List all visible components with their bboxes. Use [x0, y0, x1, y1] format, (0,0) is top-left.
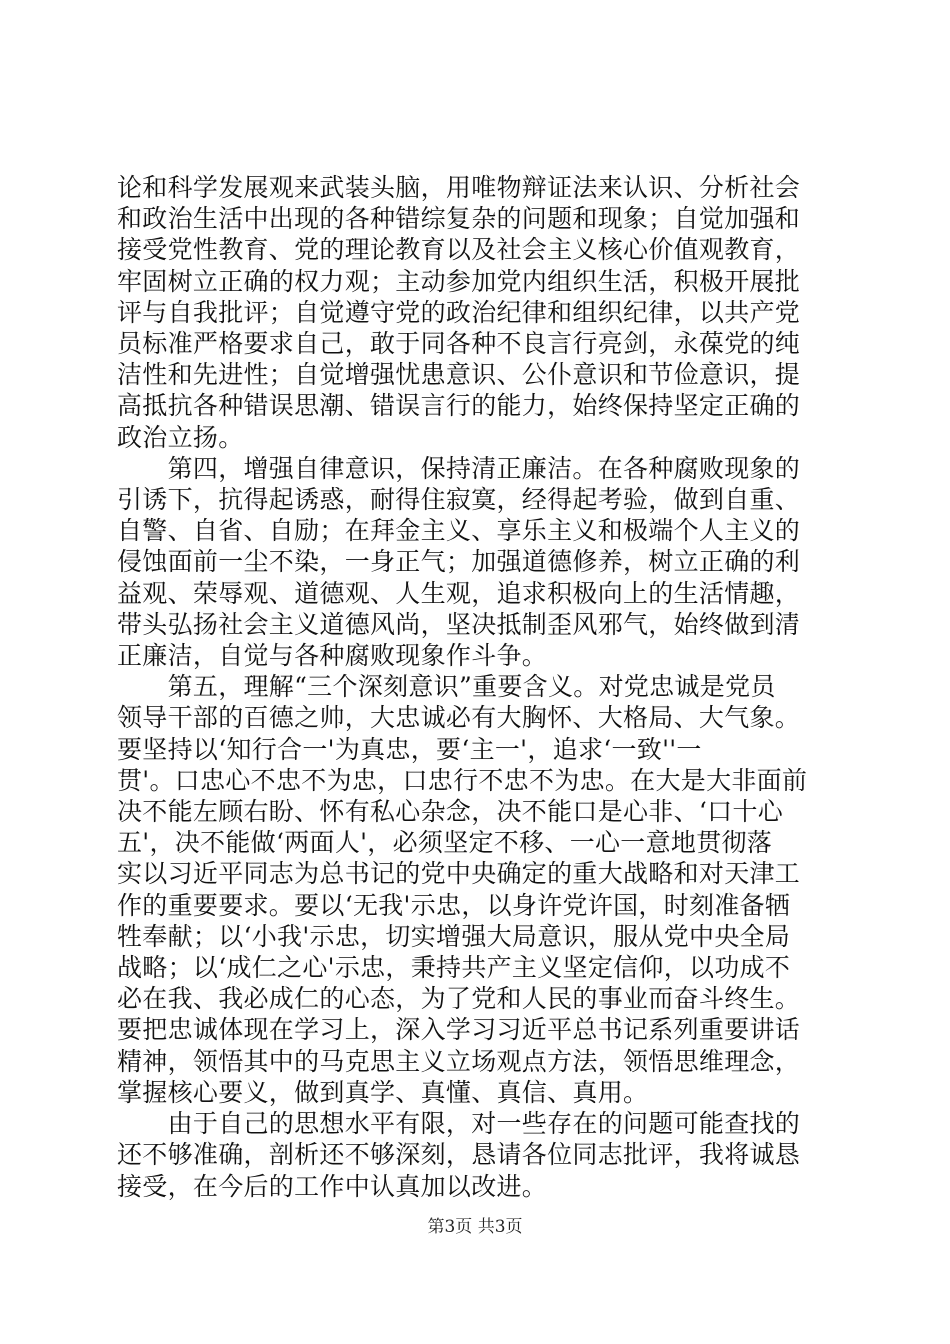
text-line: 牢固树立正确的权力观；主动参加党内组织生活，积极开展批	[117, 266, 801, 296]
text-line: 战略；以‘成仁之心'示忠，秉持共产主义坚定信仰，以功成不	[117, 953, 791, 983]
text-line: 作的重要要求。要以‘无我'示忠，以身许党许国，时刻准备牺	[117, 890, 791, 920]
text-line: 政治立扬。	[117, 422, 244, 452]
paragraph-closing	[117, 1108, 837, 1202]
text-line: 接受党性教育、党的理论教育以及社会主义核心价值观教育，	[117, 235, 801, 265]
text-line: 还不够准确，剖析还不够深刻，恳请各位同志批评，我将诚恳	[117, 1140, 801, 1170]
text-line: 和政治生活中出现的各种错综复杂的问题和现象；自觉加强和	[117, 204, 801, 234]
text-line: 贯'。口忠心不忠不为忠，口忠行不忠不为忠。在大是大非面前	[117, 765, 808, 795]
text-line: 自警、自省、自励；在拜金主义、享乐主义和极端个人主义的	[117, 516, 801, 546]
text-line: 评与自我批评；自觉遵守党的政治纪律和组织纪律，以共产党	[117, 297, 801, 327]
document-body	[117, 172, 837, 1202]
text-line: 第四，增强自律意识，保持清正廉洁。在各种腐败现象的	[117, 453, 801, 483]
text-line: 决不能左顾右盼、怀有私心杂念，决不能口是心非、‘口十心	[117, 797, 784, 827]
page-number-footer: 第3页 共3页	[427, 1217, 523, 1237]
text-line: 引诱下，抗得起诱惑，耐得住寂寞，经得起考验，做到自重、	[117, 485, 801, 515]
text-line: 接受，在今后的工作中认真加以改进。	[117, 1171, 548, 1201]
text-line: 要坚持以‘知行合一'为真忠，要‘主一'，追求‘一致''一	[117, 734, 702, 764]
text-line: 要把忠诚体现在学习上，深入学习习近平总书记系列重要讲话	[117, 1015, 801, 1045]
text-line: 带头弘扬社会主义道德风尚，坚决抵制歪风邪气，始终做到清	[117, 609, 801, 639]
text-line: 第五，理解“三个深刻意识”重要含义。对党忠诚是党员	[117, 672, 776, 702]
paragraph-fifth	[117, 671, 837, 1108]
text-line: 五'，决不能做‘两面人'，必须坚定不移、一心一意地贯彻落	[117, 828, 773, 858]
text-line: 由于自己的思想水平有限，对一些存在的问题可能查找的	[117, 1109, 801, 1139]
text-line: 掌握核心要义，做到真学、真懂、真信、真用。	[117, 1077, 649, 1107]
text-line: 正廉洁，自觉与各种腐败现象作斗争。	[117, 641, 548, 671]
text-line: 精神，领悟其中的马克思主义立场观点方法，领悟思维理念，	[117, 1046, 801, 1076]
text-line: 益观、荣辱观、道德观、人生观，追求积极向上的生活情趣，	[117, 578, 801, 608]
text-line: 洁性和先进性；自觉增强忧患意识、公仆意识和节俭意识，提	[117, 360, 801, 390]
text-line: 实以习近平同志为总书记的党中央确定的重大战略和对天津工	[117, 859, 801, 889]
text-line: 牲奉献；以‘小我'示忠，切实增强大局意识，服从党中央全局	[117, 921, 791, 951]
paragraph-fourth	[117, 453, 837, 671]
text-line: 高抵抗各种错误思潮、错误言行的能力，始终保持坚定正确的	[117, 391, 801, 421]
text-line: 必在我、我必成仁的心态，为了党和人民的事业而奋斗终生。	[117, 984, 801, 1014]
paragraph-continuation	[117, 172, 837, 453]
text-line: 侵蚀面前一尘不染，一身正气；加强道德修养，树立正确的利	[117, 547, 801, 577]
text-line: 员标准严格要求自己，敢于同各种不良言行亮剑，永葆党的纯	[117, 329, 801, 359]
text-line: 论和科学发展观来武装头脑，用唯物辩证法来认识、分析社会	[117, 173, 801, 202]
text-line: 领导干部的百德之帅，大忠诚必有大胸怀、大格局、大气象。	[117, 703, 801, 733]
